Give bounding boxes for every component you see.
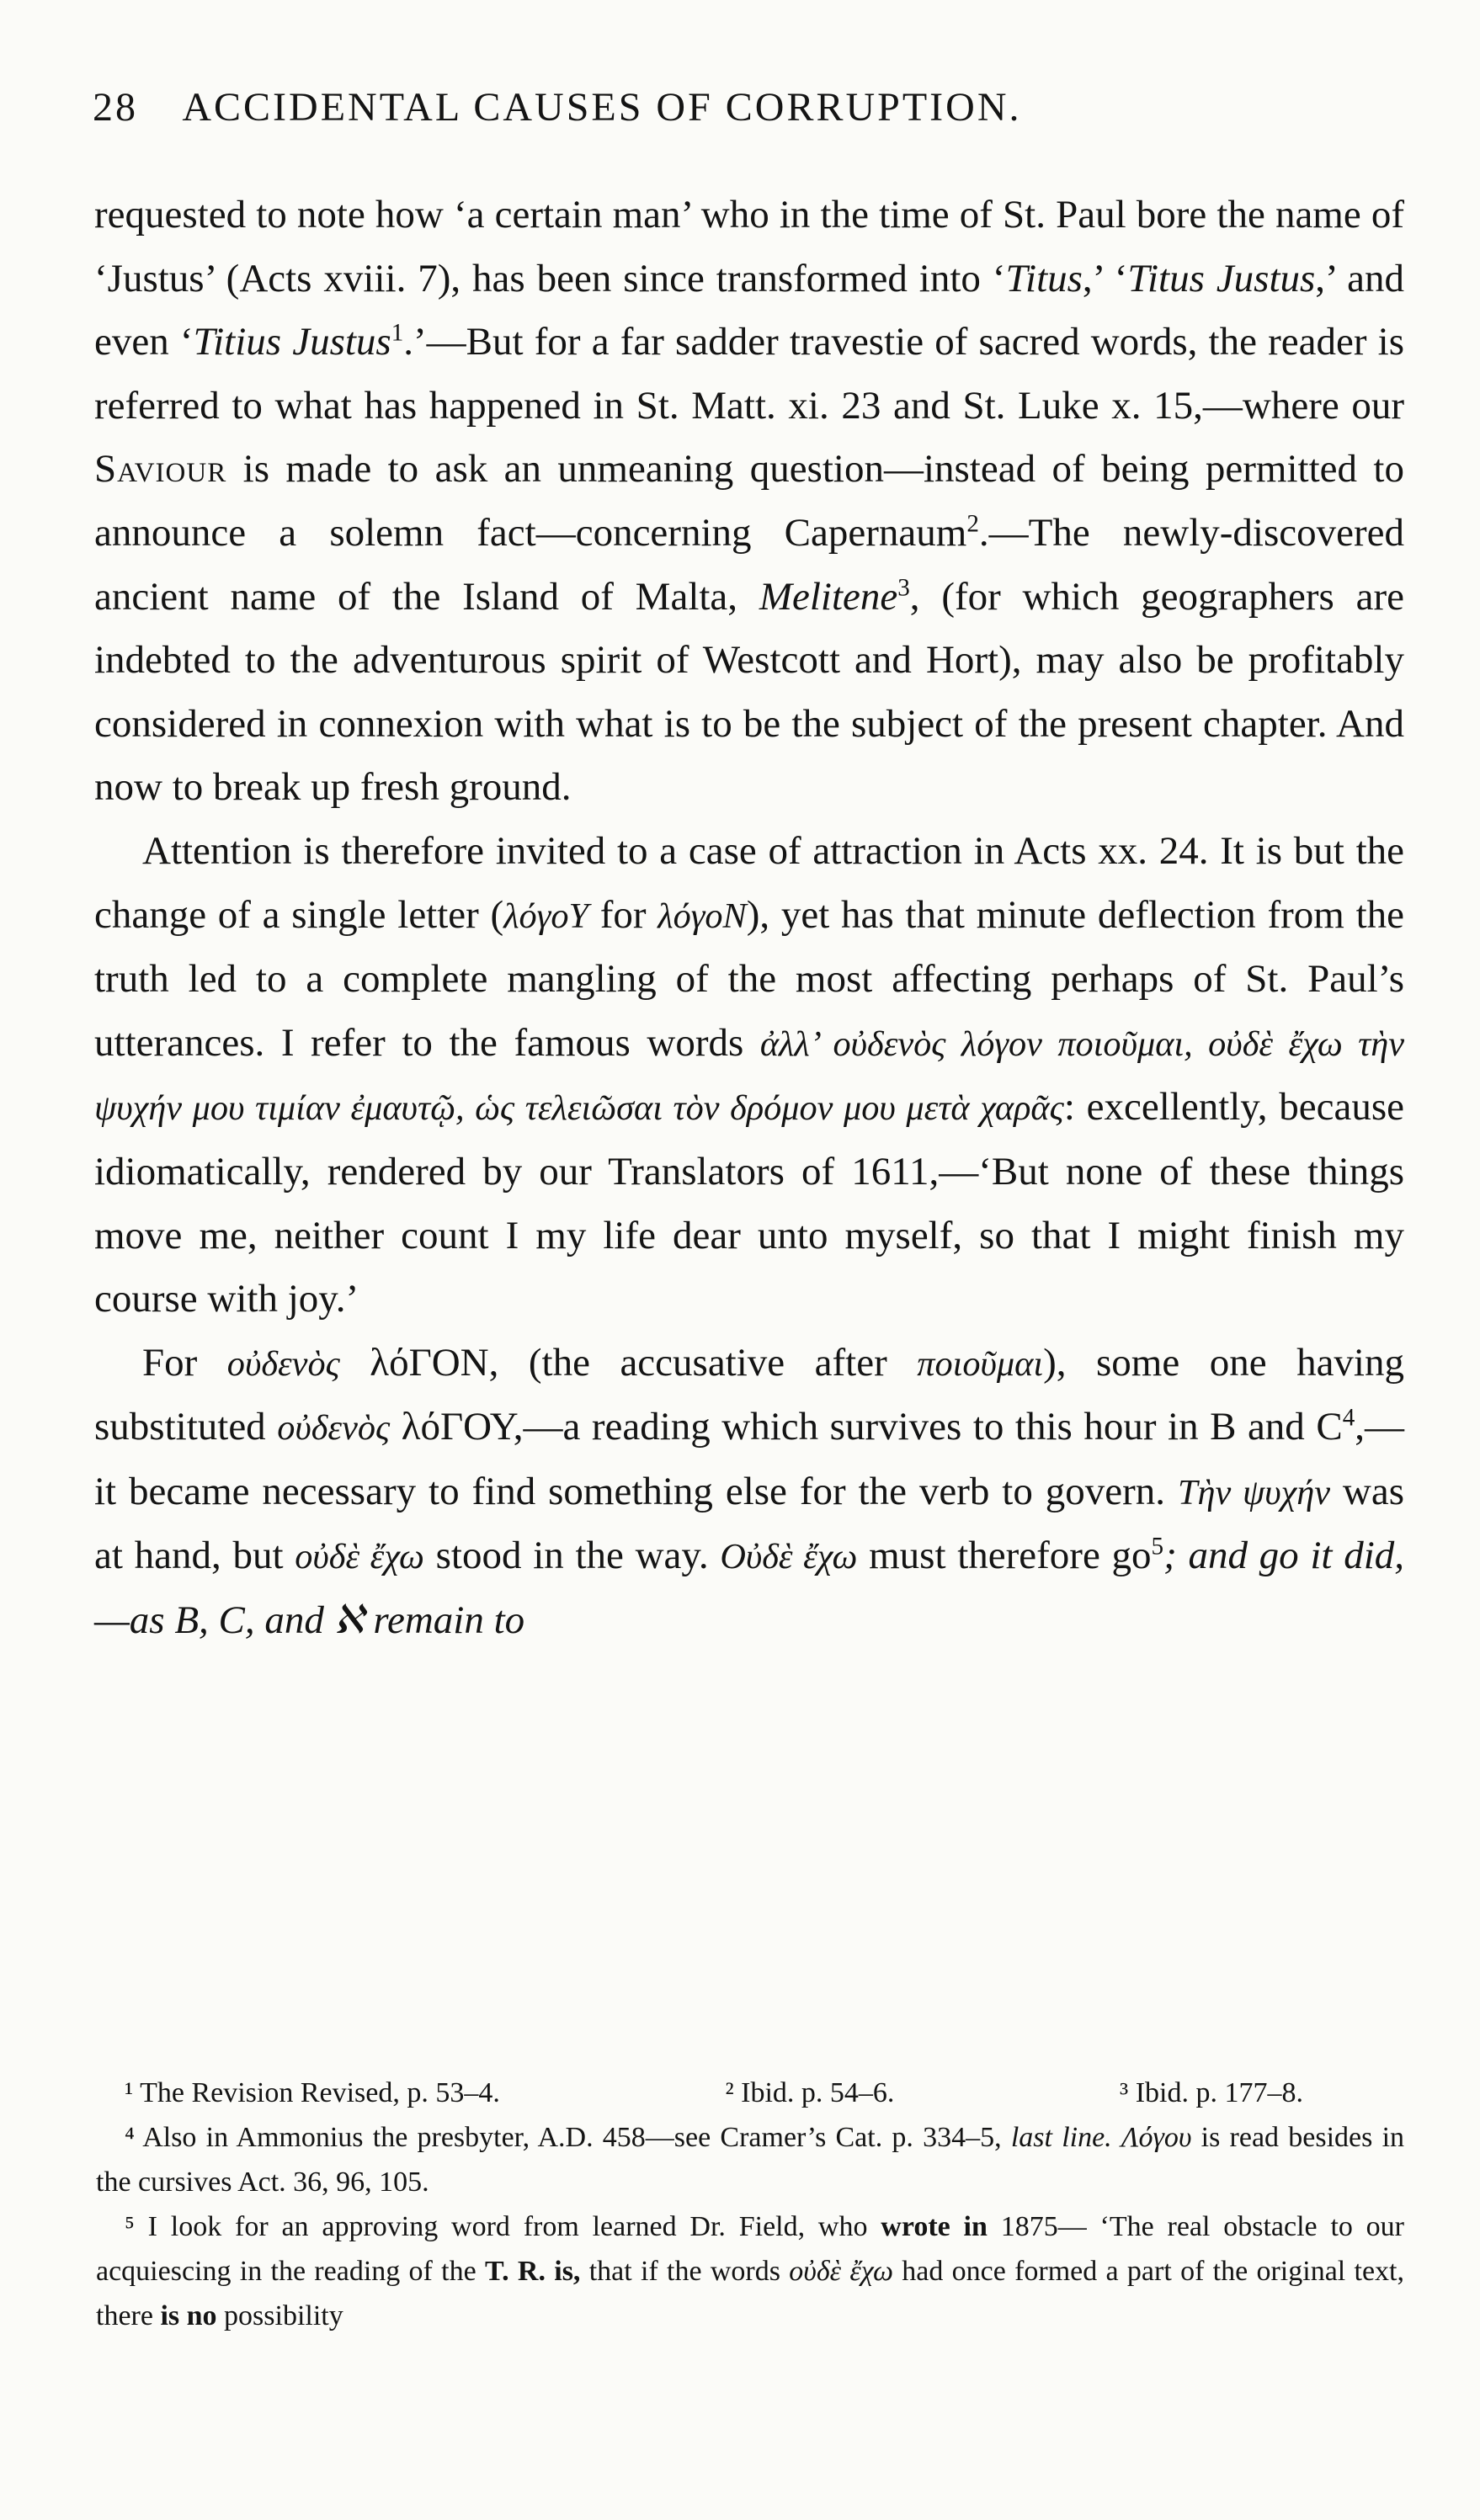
footnote-1: ¹ The Revision Revised, p. 53–4. bbox=[125, 2077, 500, 2108]
text-span: last line. bbox=[1010, 2122, 1112, 2153]
italic-name: Titus Justus bbox=[1127, 256, 1316, 300]
text-span: T. R. bbox=[484, 2256, 546, 2287]
footnote-5 bbox=[96, 2204, 1404, 2338]
footnote-2: ² Ibid. p. 54–6. bbox=[725, 2077, 895, 2108]
small-caps-word: Saviour bbox=[94, 447, 227, 492]
text-span: had once formed a part of the original text, there bbox=[96, 2256, 1405, 2331]
paragraph-3 bbox=[94, 1332, 1404, 1653]
greek-text: Τὴν ψυχήν bbox=[1177, 1472, 1331, 1513]
footnote-ref: 5 bbox=[1151, 1533, 1164, 1560]
text-span: ,—it became necessary to find something else for the verb to govern. bbox=[94, 1405, 1404, 1513]
text-span: ; and go it did,—as B, C, and ℵ remain to bbox=[94, 1534, 1405, 1643]
text-span: ,’ ‘ bbox=[1082, 256, 1128, 300]
running-header bbox=[93, 84, 1406, 130]
text-span: possibility bbox=[216, 2300, 343, 2331]
text-span: .—The newly-discovered ancient name of the Island of Malta, bbox=[94, 510, 1404, 619]
text-span: ,’ and even ‘ bbox=[94, 256, 1404, 364]
greek-text: οὐδὲ ἔχω bbox=[295, 1537, 424, 1577]
greek-text: οὐδενὸς bbox=[226, 1343, 340, 1384]
text-span: ), some one having substituted bbox=[94, 1340, 1404, 1449]
text-span: λόΓΟΥ,—a reading which survives to this hour in B and C bbox=[390, 1405, 1343, 1449]
text-span: .’—But for a far sadder travestie of sacred words, the reader is referred to what has happened in St. Matt. xi. 23 and St. Luke x. 15,—where our bbox=[94, 320, 1404, 428]
text-span: ), yet has that minute deflection from the truth led to a complete mangling of the most affecting perhaps of St. Paul’s utterances. I refer to the famous words bbox=[94, 892, 1405, 1065]
text-span: ⁵ I look for an approving word from learned Dr. Field, who bbox=[125, 2211, 881, 2242]
footnote-ref: 1 bbox=[391, 319, 404, 347]
running-title: ACCIDENTAL CAUSES OF CORRUPTION. bbox=[182, 85, 1022, 130]
text-span: λόΓΟΝ, (the accusative after bbox=[339, 1340, 918, 1385]
italic-name: Melitene bbox=[759, 574, 898, 619]
italic-name: Titus bbox=[1005, 256, 1083, 300]
text-span: , (for which geographers are indebted to the adventurous spirit of Westcott and Hort), may also be profitably considered in connexion with what is to be the subject of the present chapter. And now to break up fresh ground. bbox=[94, 574, 1404, 810]
paragraph-2 bbox=[94, 820, 1404, 1332]
italic-name: Titius Justus bbox=[193, 320, 391, 364]
text-span: was at hand, but bbox=[94, 1469, 1405, 1578]
footnote-4 bbox=[96, 2115, 1404, 2204]
text-span: for bbox=[588, 892, 658, 937]
text-span: is, bbox=[554, 2256, 581, 2287]
text-span: : excellently, because idiomatically, rendered by our Translators of 1611,—‘But none of these things move me, neither count I my life dear unto myself, so that I might finish my course with joy.’ bbox=[94, 1085, 1404, 1321]
text-span: For bbox=[142, 1340, 227, 1385]
footnote-3: ³ Ibid. p. 177–8. bbox=[1120, 2077, 1303, 2108]
greek-text: Λόγου bbox=[1121, 2122, 1192, 2153]
text-span: that if the words bbox=[580, 2256, 790, 2287]
greek-text: λόγοΥ bbox=[503, 896, 588, 936]
footnote-ref: 3 bbox=[897, 573, 910, 601]
text-span: ⁴ Also in Ammonius the presbyter, A.D. 458—see Cramer’s Cat. p. 334–5, bbox=[125, 2122, 1011, 2153]
paragraph-1 bbox=[94, 183, 1404, 820]
footnote-ref: 2 bbox=[966, 510, 979, 538]
text-span: requested to note how ‘a certain man’ who in the time of St. Paul bore the name of ‘Justus’ (Acts xviii. 7), has been since transformed into ‘ bbox=[94, 193, 1404, 300]
text-span bbox=[1112, 2122, 1121, 2153]
text-span: must therefore go bbox=[857, 1534, 1152, 1578]
greek-text: οὐδενὸς bbox=[277, 1408, 391, 1449]
greek-text: οὐδὲ ἔχω bbox=[789, 2256, 893, 2287]
text-span: 1875— ‘The real obstacle to our acquiescing in the reading of the bbox=[96, 2211, 1405, 2287]
body-text bbox=[94, 183, 1404, 1653]
greek-text: λόγοΝ bbox=[657, 896, 747, 936]
greek-quotation: ἀλλ’ οὐδενὸς λόγον ποιοῦμαι, οὐδὲ ἔχω τὴν ψυχήν μου τιμίαν ἐμαυτῷ, ὡς τελειῶσαι τὸν δρόμον μου μετὰ χαρᾶς bbox=[94, 1023, 1404, 1129]
greek-text: Οὐδὲ ἔχω bbox=[720, 1537, 858, 1577]
footnote-ref: 4 bbox=[1342, 1404, 1355, 1432]
text-span: wrote in bbox=[881, 2211, 988, 2242]
text-span: is read besides in the cursives Act. 36, 96, 105. bbox=[96, 2122, 1405, 2198]
page-number: 28 bbox=[93, 85, 138, 130]
footnotes bbox=[96, 2071, 1404, 2338]
greek-text: ποιοῦμαι bbox=[917, 1343, 1044, 1384]
footnote-row-1-3 bbox=[96, 2071, 1404, 2115]
text-span: is no bbox=[160, 2300, 217, 2331]
text-span: stood in the way. bbox=[423, 1534, 721, 1578]
text-span bbox=[546, 2256, 554, 2287]
text-span: Attention is therefore invited to a case of attraction in Acts xx. 24. It is but the change of a single letter ( bbox=[94, 828, 1404, 937]
text-span: is made to ask an unmeaning question—instead of being permitted to announce a solemn fact—concerning Capernaum bbox=[94, 447, 1404, 555]
